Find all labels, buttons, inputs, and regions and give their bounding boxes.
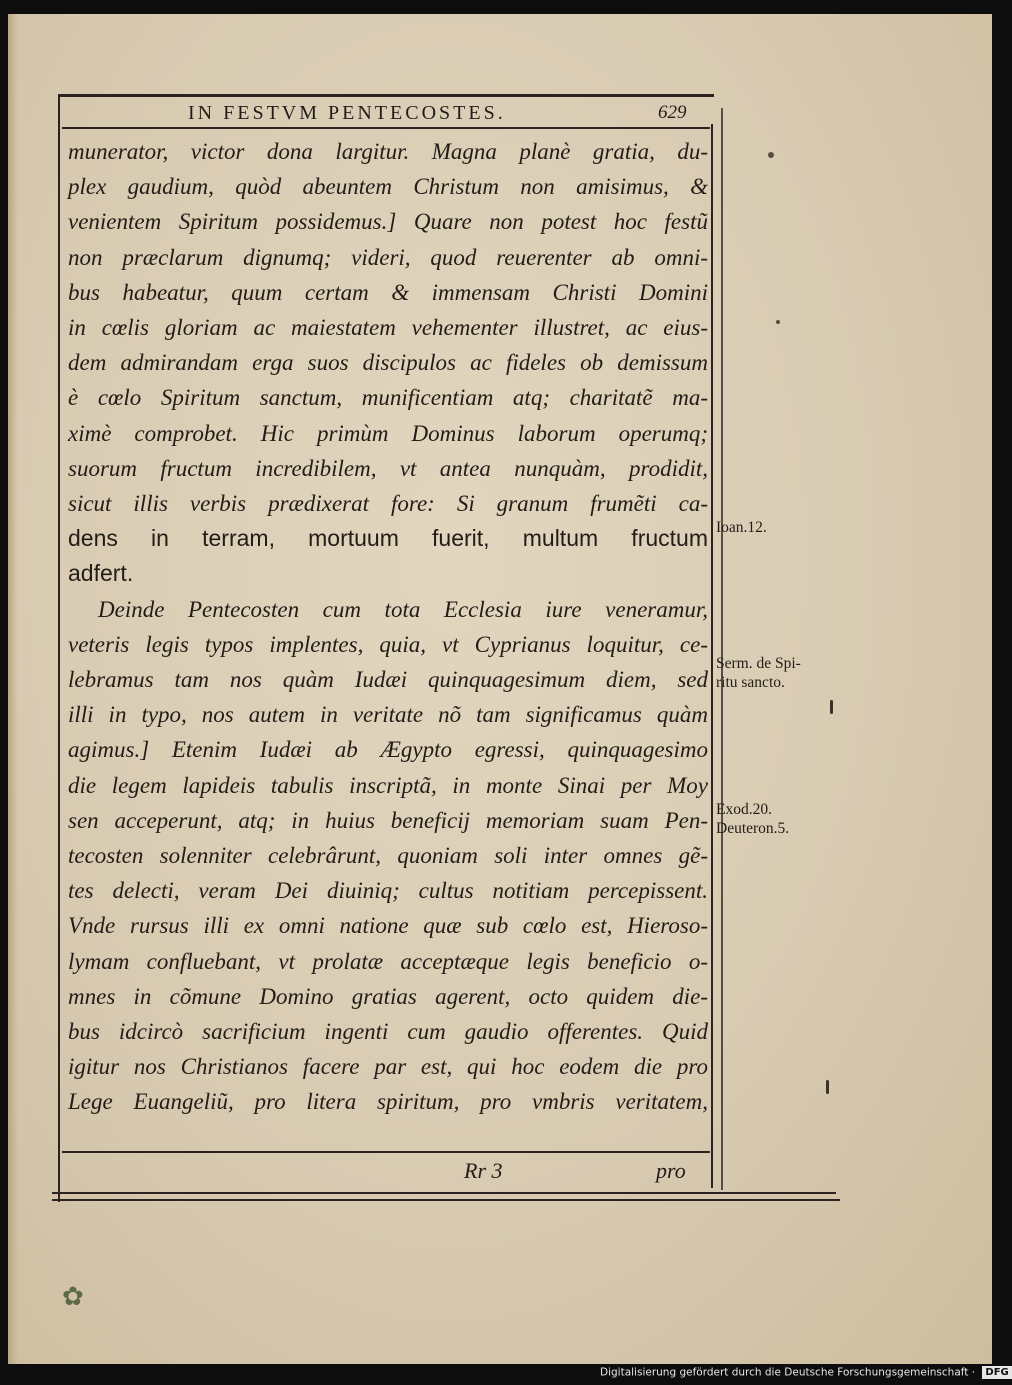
catchword: pro: [656, 1158, 686, 1183]
text-line: non præclarum dignumq; videri, quod reuerenter ab omni-: [68, 244, 708, 270]
text-line: igitur nos Christianos facere par est, qui hoc eodem die pro: [68, 1054, 708, 1080]
text-line: in cœlis gloriam ac maiestatem vehementer illustret, ac eius-: [68, 315, 708, 341]
text-right-rule: [711, 124, 713, 1188]
text-line: è cœlo Spiritum sanctum, munificentiam atq; charitatẽ ma-: [68, 385, 708, 411]
running-title: IN FESTVM PENTECOSTES.: [188, 102, 506, 124]
text-line: suorum fructum incredibilem, vt antea nunquàm, prodidit,: [68, 455, 708, 481]
ink-speck: [768, 152, 774, 158]
ink-speck: [826, 1080, 829, 1094]
stain-mark: ✿: [62, 1282, 84, 1311]
margin-note-sermo-line-1: Serm. de Spi-: [716, 655, 801, 672]
left-frame-rule: [58, 94, 60, 1202]
dfg-logo: DFG: [982, 1366, 1011, 1379]
margin-note-exodus-line: Exod.20.: [716, 801, 772, 818]
paragraph-start-line: Deinde Pentecosten cum tota Ecclesia iure veneramur,: [98, 596, 708, 622]
text-line: bus habeatur, quum certam & immensam Christi Domini: [68, 279, 708, 305]
text-line: die legem lapideis tabulis inscriptã, in monte Sinai per Moy: [68, 772, 708, 798]
text-line: illi in typo, nos autem in veritate nõ tam significamus quàm: [68, 702, 708, 728]
margin-right-rule: [721, 108, 723, 1190]
text-line: plex gaudium, quòd abeuntem Christum non amisimus, &: [68, 174, 708, 200]
text-line: tes delecti, veram Dei diuiniq; cultus notitiam percepissent.: [68, 878, 708, 904]
text-line: dem admirandam erga suos discipulos ac fideles ob demissum: [68, 350, 708, 376]
signature-mark: Rr 3: [464, 1158, 503, 1183]
margin-note-sermo: [716, 654, 801, 692]
text-line: tecosten solenniter celebrârunt, quoniam soli inter omnes gẽ-: [68, 843, 708, 869]
text-line: sicut illis verbis prædixerat fore: Si granum frumẽti ca-: [68, 491, 708, 517]
margin-note-exodus: [716, 800, 789, 838]
scripture-quote-line: dens in terram, mortuum fuerit, multum fructum: [68, 525, 708, 552]
head-underline: [62, 127, 710, 129]
text-line: venientem Spiritum possidemus.] Quare non potest hoc festũ: [68, 209, 708, 235]
text-line: lebramus tam nos quàm Iudæi quinquagesimum diem, sed: [68, 667, 708, 693]
text-line: mnes in cõmune Domino gratias agerent, octo quidem die-: [68, 983, 708, 1009]
text-line: munerator, victor dona largitur. Magna planè gratia, du-: [68, 139, 708, 164]
text-line: veteris legis typos implentes, quia, vt Cyprianus loquitur, ce-: [68, 631, 708, 657]
text-line: bus idcircò sacrificium ingenti cum gaudio offerentes. Quid: [68, 1019, 708, 1045]
text-line: ximè comprobet. Hic primùm Dominus laborum operumq;: [68, 420, 708, 446]
text-line: Lege Euangeliũ, pro litera spiritum, pro vmbris veritatem,: [68, 1089, 708, 1115]
body-text: [68, 134, 708, 1120]
ink-speck: [776, 320, 780, 324]
foot-rule-upper: [62, 1151, 710, 1153]
margin-note-sermo-line-2: ritu sancto.: [716, 674, 785, 691]
text-line: lymam confluebant, vt prolatæ acceptæque legis beneficio o-: [68, 948, 708, 974]
text-line: sen acceperunt, atq; in huius beneficij memoriam suam Pen-: [68, 807, 708, 833]
page-gutter-shadow: [8, 14, 18, 1364]
scripture-quote-line: adfert.: [68, 560, 134, 587]
dfg-credit-text: Digitalisierung gefördert durch die Deutsche Forschungsgemeinschaft ·: [600, 1366, 976, 1379]
margin-note-deuteronomy-line: Deuteron.5.: [716, 820, 790, 837]
foot-rule-lower: [52, 1192, 836, 1194]
head-rule: [58, 94, 714, 97]
dfg-credit-bar: [600, 1366, 1009, 1382]
text-line: agimus.] Etenim Iudæi ab Ægypto egressi, quinquagesimo: [68, 737, 708, 763]
margin-note-ioan: Ioan.12.: [716, 519, 767, 536]
foot-rule-bottom: [52, 1199, 840, 1201]
running-head: [62, 98, 712, 126]
page-number: 629: [658, 102, 687, 123]
text-line: Vnde rursus illi ex omni natione quæ sub cœlo est, Hieroso-: [68, 913, 708, 939]
ink-speck: [830, 700, 833, 714]
